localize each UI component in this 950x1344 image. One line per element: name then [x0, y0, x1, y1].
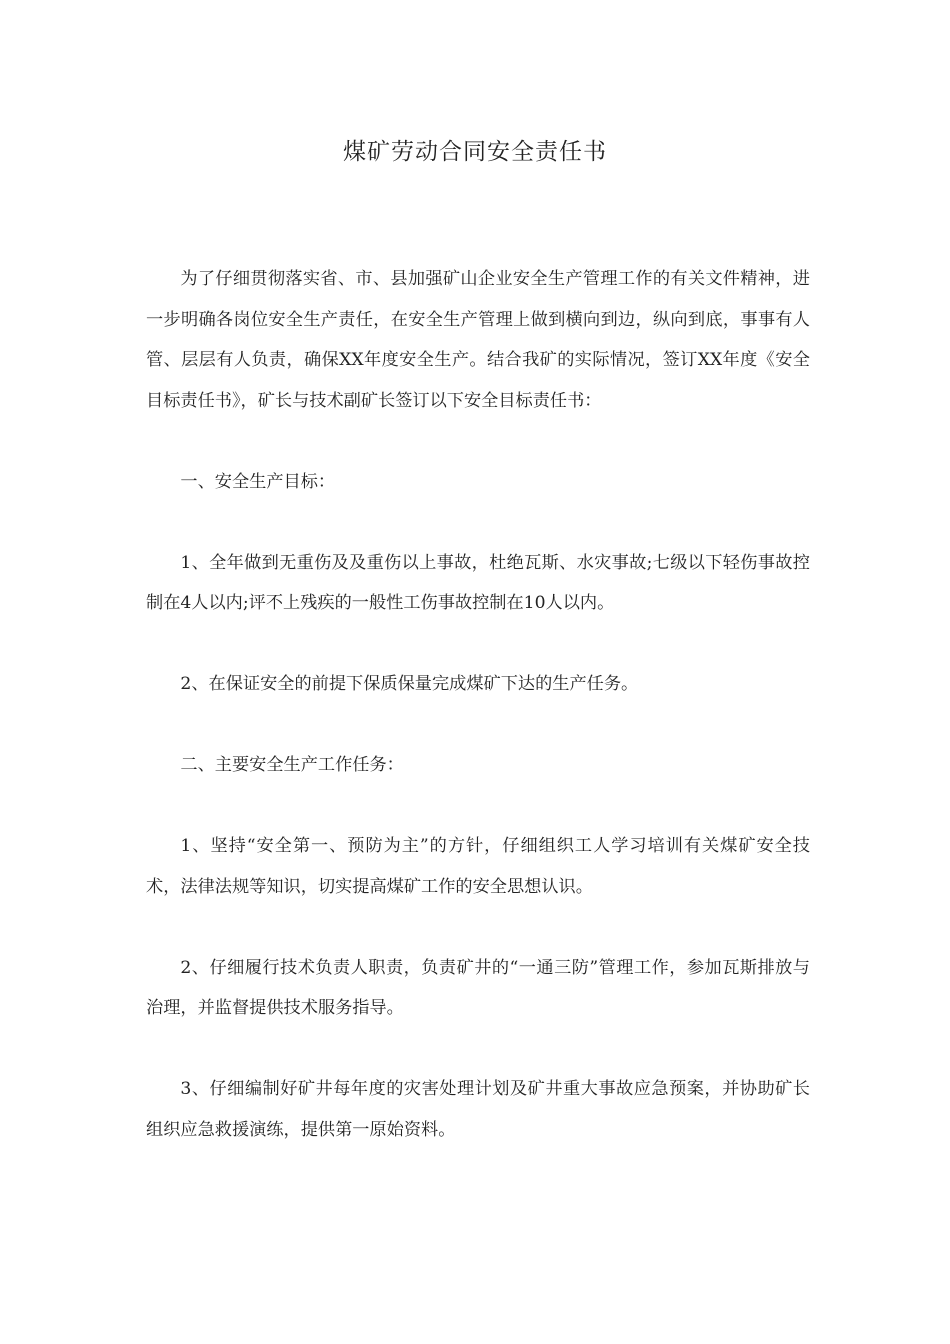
paragraph-spacer [146, 624, 810, 665]
section-2-heading: 二、主要安全生产工作任务： [180, 755, 404, 775]
section-1-item-2: 2、在保证安全的前提下保质保量完成煤矿下达的生产任务。 [180, 674, 639, 694]
intro-paragraph: 为了仔细贯彻落实省、市、县加强矿山企业安全生产管理工作的有关文件精神，进一步明确各岗位安全生产责任，在安全生产管理上做到横向到边，纵向到底，事事有人管、层层有人负责，确保XX年度安全生产。结合我矿的实际情况，签订XX年度《安全目标责任书》，矿长与技术副矿长签订以下安全目标责任书： [146, 269, 810, 411]
paragraph-spacer [146, 705, 810, 746]
section-2-item-2: 2、仔细履行技术负责人职责，负责矿井的“一通三防”管理工作，参加瓦斯排放与治理，并监督提供技术服务指导。 [146, 957, 810, 1018]
section-1-item-1: 1、全年做到无重伤及及重伤以上事故，杜绝瓦斯、水灾事故;七级以下轻伤事故控制在4人以内;评不上残疾的一般性工伤事故控制在10人以内。 [146, 552, 810, 613]
section-1-heading: 一、安全生产目标： [180, 471, 336, 492]
paragraph-spacer [146, 502, 810, 543]
paragraph-spacer [146, 786, 810, 827]
paragraph-spacer [146, 421, 810, 462]
section-2-item-3: 3、仔细编制好矿井每年度的灾害处理计划及矿井重大事故应急预案，并协助矿长组织应急救援演练，提供第一原始资料。 [146, 1079, 810, 1140]
document-body [146, 259, 810, 1150]
paragraph-spacer [146, 907, 810, 948]
paragraph-spacer [146, 1029, 810, 1070]
document-title: 煤矿劳动合同安全责任书 [343, 139, 607, 165]
section-2-item-1: 1、坚持“安全第一、预防为主”的方针，仔细组织工人学习培训有关煤矿安全技术，法律法规等知识，切实提高煤矿工作的安全思想认识。 [146, 836, 810, 897]
